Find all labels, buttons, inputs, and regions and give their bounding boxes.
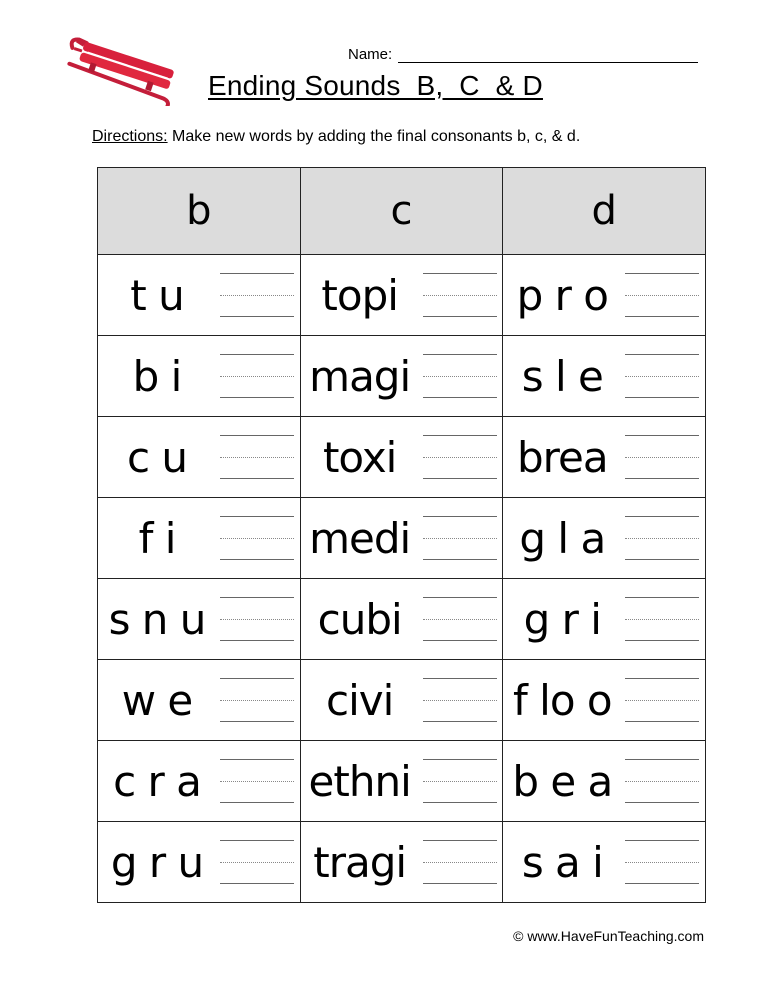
writing-guide-line [220, 802, 294, 803]
word-stem: tragi [313, 837, 407, 887]
answer-writing-lines[interactable] [625, 759, 699, 803]
word-cell [300, 579, 503, 660]
writing-guide-line [625, 759, 699, 760]
answer-writing-lines[interactable] [625, 435, 699, 479]
writing-guide-line [423, 721, 497, 722]
answer-writing-lines[interactable] [423, 354, 497, 398]
word-cell [300, 417, 503, 498]
word-stem: brea [517, 432, 608, 482]
writing-guide-line [423, 781, 497, 782]
sled-icon [60, 34, 182, 106]
word-cell [98, 417, 301, 498]
writing-guide-line [423, 759, 497, 760]
writing-guide-line [625, 781, 699, 782]
word-cell [98, 498, 301, 579]
writing-guide-line [625, 376, 699, 377]
word-cell [98, 336, 301, 417]
word-stem: civi [326, 675, 394, 725]
writing-guide-line [423, 700, 497, 701]
answer-writing-lines[interactable] [423, 678, 497, 722]
word-stem: b i [132, 351, 182, 401]
word-cell-content [301, 741, 503, 821]
writing-guide-line [220, 678, 294, 679]
writing-guide-line [625, 802, 699, 803]
worksheet-table [97, 167, 706, 903]
writing-guide-line [625, 721, 699, 722]
column-header-c: c [300, 168, 503, 255]
table-row [98, 498, 706, 579]
word-cell-content [301, 336, 503, 416]
table-row [98, 741, 706, 822]
writing-guide-line [625, 597, 699, 598]
word-cell [98, 579, 301, 660]
answer-writing-lines[interactable] [220, 678, 294, 722]
writing-guide-line [423, 516, 497, 517]
writing-guide-line [625, 354, 699, 355]
writing-guide-line [220, 700, 294, 701]
answer-writing-lines[interactable] [423, 597, 497, 641]
word-cell [98, 741, 301, 822]
answer-writing-lines[interactable] [220, 597, 294, 641]
word-cell [98, 822, 301, 903]
word-stem: cubi [317, 594, 402, 644]
writing-guide-line [220, 559, 294, 560]
word-stem: g l a [519, 513, 606, 563]
word-cell-content [98, 336, 300, 416]
word-stem: ethni [308, 756, 411, 806]
writing-guide-line [220, 759, 294, 760]
word-cell-content [98, 822, 300, 902]
answer-writing-lines[interactable] [220, 840, 294, 884]
word-stem: w e [121, 675, 193, 725]
directions-text: Make new words by adding the final consonants b, c, & d. [167, 128, 581, 145]
writing-guide-line [423, 538, 497, 539]
word-stem: c u [126, 432, 188, 482]
writing-guide-line [625, 538, 699, 539]
writing-guide-line [423, 883, 497, 884]
word-cell-content [503, 741, 705, 821]
writing-guide-line [423, 802, 497, 803]
writing-guide-line [220, 397, 294, 398]
writing-guide-line [625, 457, 699, 458]
word-cell-content [503, 822, 705, 902]
answer-writing-lines[interactable] [625, 678, 699, 722]
word-stem: p r o [516, 270, 608, 320]
answer-writing-lines[interactable] [423, 435, 497, 479]
word-stem: b e a [512, 756, 613, 806]
writing-guide-line [625, 273, 699, 274]
word-cell [300, 255, 503, 336]
word-stem: s a i [521, 837, 603, 887]
writing-guide-line [625, 883, 699, 884]
directions-label: Directions: [92, 128, 168, 145]
writing-guide-line [423, 397, 497, 398]
word-stem: g r i [523, 594, 601, 644]
word-cell [503, 822, 706, 903]
writing-guide-line [220, 781, 294, 782]
word-stem: s n u [108, 594, 206, 644]
worksheet-body [98, 255, 706, 903]
writing-guide-line [220, 597, 294, 598]
writing-guide-line [220, 376, 294, 377]
writing-guide-line [423, 619, 497, 620]
writing-guide-line [423, 354, 497, 355]
word-cell [503, 741, 706, 822]
word-stem: medi [309, 513, 411, 563]
writing-guide-line [220, 619, 294, 620]
word-cell [98, 660, 301, 741]
word-cell-content [98, 579, 300, 659]
writing-guide-line [220, 435, 294, 436]
answer-writing-lines[interactable] [423, 516, 497, 560]
answer-writing-lines[interactable] [625, 354, 699, 398]
word-cell [300, 822, 503, 903]
table-row [98, 255, 706, 336]
word-cell-content [503, 255, 705, 335]
word-stem: g r u [110, 837, 204, 887]
writing-guide-line [625, 678, 699, 679]
word-stem: toxi [322, 432, 397, 482]
writing-guide-line [220, 721, 294, 722]
writing-guide-line [220, 273, 294, 274]
table-row [98, 579, 706, 660]
table-row [98, 822, 706, 903]
word-cell [98, 255, 301, 336]
word-cell [503, 498, 706, 579]
word-cell [503, 660, 706, 741]
writing-guide-line [625, 640, 699, 641]
answer-writing-lines[interactable] [625, 840, 699, 884]
writing-guide-line [423, 840, 497, 841]
word-cell [503, 417, 706, 498]
writing-guide-line [423, 862, 497, 863]
writing-guide-line [423, 273, 497, 274]
name-label: Name: [348, 46, 393, 63]
word-cell-content [301, 498, 503, 578]
writing-guide-line [625, 559, 699, 560]
word-stem: s l e [521, 351, 603, 401]
writing-guide-line [423, 295, 497, 296]
writing-guide-line [625, 862, 699, 863]
writing-guide-line [625, 295, 699, 296]
writing-guide-line [220, 457, 294, 458]
page-title: Ending Sounds B, C & D [208, 70, 543, 101]
writing-guide-line [625, 840, 699, 841]
writing-guide-line [625, 397, 699, 398]
word-stem: f i [138, 513, 176, 563]
word-cell [300, 498, 503, 579]
word-cell [503, 255, 706, 336]
writing-guide-line [220, 840, 294, 841]
word-cell-content [98, 498, 300, 578]
answer-writing-lines[interactable] [423, 759, 497, 803]
writing-guide-line [625, 700, 699, 701]
word-cell [300, 336, 503, 417]
answer-writing-lines[interactable] [220, 354, 294, 398]
table-row [98, 336, 706, 417]
word-cell-content [301, 255, 503, 335]
writing-guide-line [423, 478, 497, 479]
writing-guide-line [220, 640, 294, 641]
word-stem: t u [130, 270, 184, 320]
writing-guide-line [423, 678, 497, 679]
word-cell-content [301, 660, 503, 740]
answer-writing-lines[interactable] [625, 273, 699, 317]
writing-guide-line [625, 619, 699, 620]
column-header-d: d [503, 168, 706, 255]
word-cell [503, 336, 706, 417]
word-cell-content [98, 255, 300, 335]
word-cell-content [503, 579, 705, 659]
answer-writing-lines[interactable] [625, 516, 699, 560]
writing-guide-line [220, 354, 294, 355]
directions [92, 128, 580, 146]
word-cell-content [503, 498, 705, 578]
writing-guide-line [220, 295, 294, 296]
writing-guide-line [423, 597, 497, 598]
writing-guide-line [220, 883, 294, 884]
writing-guide-line [423, 376, 497, 377]
answer-writing-lines[interactable] [220, 273, 294, 317]
word-stem: c r a [113, 756, 201, 806]
writing-guide-line [423, 316, 497, 317]
word-cell [300, 660, 503, 741]
writing-guide-line [625, 478, 699, 479]
writing-guide-line [423, 640, 497, 641]
writing-guide-line [625, 435, 699, 436]
writing-guide-line [220, 316, 294, 317]
writing-guide-line [423, 435, 497, 436]
word-cell [300, 741, 503, 822]
answer-writing-lines[interactable] [423, 273, 497, 317]
table-row [98, 417, 706, 498]
word-stem: topi [321, 270, 398, 320]
column-header-b: b [98, 168, 301, 255]
word-stem: magi [309, 351, 411, 401]
word-stem: f lo o [513, 675, 612, 725]
writing-guide-line [423, 559, 497, 560]
table-row [98, 660, 706, 741]
answer-writing-lines[interactable] [423, 840, 497, 884]
copyright: © www.HaveFunTeaching.com [513, 928, 704, 944]
word-cell-content [503, 417, 705, 497]
word-cell-content [301, 822, 503, 902]
word-cell-content [503, 660, 705, 740]
word-cell-content [98, 417, 300, 497]
word-cell-content [98, 741, 300, 821]
writing-guide-line [220, 538, 294, 539]
word-cell [503, 579, 706, 660]
name-line[interactable] [398, 46, 698, 63]
writing-guide-line [625, 516, 699, 517]
name-field[interactable] [348, 46, 698, 63]
word-cell-content [503, 336, 705, 416]
writing-guide-line [220, 862, 294, 863]
word-cell-content [98, 660, 300, 740]
writing-guide-line [625, 316, 699, 317]
writing-guide-line [423, 457, 497, 458]
writing-guide-line [220, 478, 294, 479]
answer-writing-lines[interactable] [220, 516, 294, 560]
word-cell-content [301, 417, 503, 497]
answer-writing-lines[interactable] [625, 597, 699, 641]
answer-writing-lines[interactable] [220, 759, 294, 803]
writing-guide-line [220, 516, 294, 517]
answer-writing-lines[interactable] [220, 435, 294, 479]
word-cell-content [301, 579, 503, 659]
